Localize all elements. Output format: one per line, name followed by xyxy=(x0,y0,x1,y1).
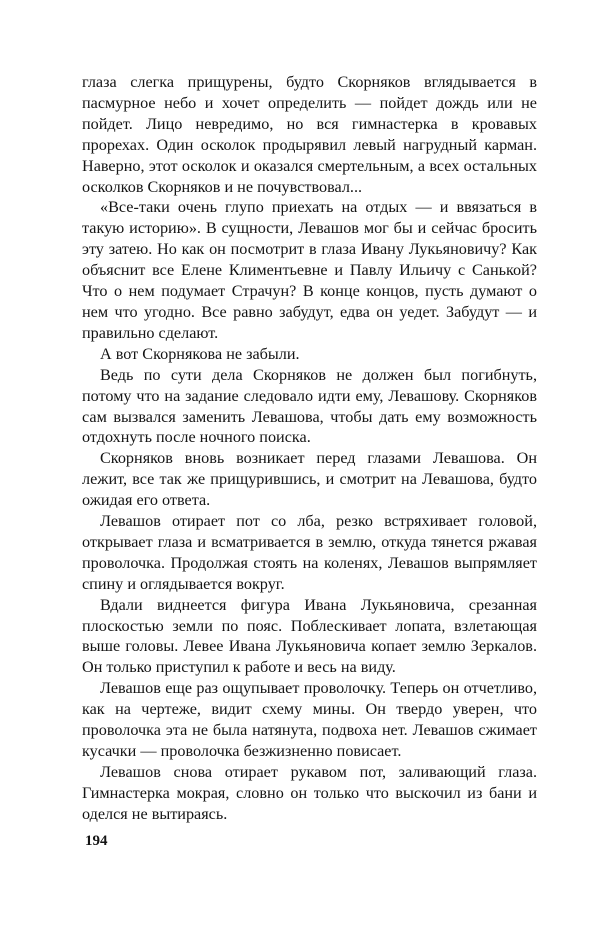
paragraph-8: Левашов еще раз ощупывает проволочку. Теперь он отчетливо, как на чертеже, видит схему мины. Он твердо уверен, что проволочка эта не была натянута, подвохa нет. Левашов сжимает кусачки — проволочка безжизненно повисает. xyxy=(82,679,537,760)
paragraph-4: Ведь по сути дела Скорняков не должен был погибнуть, потому что на задание следовало идти ему, Левашову. Скорняков сам вызвался заменить Левашова, чтобы дать ему возможность отдохнуть после ночного поиска. xyxy=(82,365,537,447)
page-number: 194 xyxy=(85,833,108,849)
paragraph-3: А вот Скорнякова не забыли. xyxy=(100,344,300,363)
paragraph-2: «Все-таки очень глупо приехать на отдых — и ввязаться в такую историю». В сущности, Левашов мог бы и сейчас бросить эту затею. Но как он посмотрит в глаза Ивану Лукьяновичу? Как объяснит все Елене Климентьевне и Павлу Ильичу с Санькой? Что о нем подумает Страчун? В конце концов, пусть думают о нем что угодно. Все равно забудут, едва он уедет. Забудут — и правильно сделают. xyxy=(82,198,537,342)
paragraph-7: Вдали виднеется фигура Ивана Лукьяновича, срезанная плоскостью земли по пояс. Поблескивает лопата, взлетающая выше головы. Левее Ивана Лукьяновича копает землю Зеркалов. Он только приступил к работе и весь на виду. xyxy=(82,595,537,677)
book-page-text xyxy=(82,72,537,825)
paragraph-9: Левашов снова отирает рукавом пот, заливающий глаза. Гимнастерка мокрая, словно он только что выскочил из бани и оделся не вытираясь. xyxy=(82,762,537,823)
paragraph-5: Скорняков вновь возникает перед глазами Левашова. Он лежит, все так же прищурившись, и смотрит на Левашова, будто ожидая его ответа. xyxy=(82,449,537,510)
paragraph-1: глаза слегка прищурены, будто Скорняков вглядывается в пасмурное небо и хочет определить — пойдет дождь или не пойдет. Лицо невредимо, но вся гимнастерка в кровавых прорехах. Один осколок продырявил левый нагрудный карман. Наверно, этот осколок и оказался смертельным, а всех остальных осколков Скорняков и не почувствовал... xyxy=(82,73,537,196)
paragraph-6: Левашов отирает пот со лба, резко встряхивает головой, открывает глаза и всматривается в землю, откуда тянется ржавая проволочка. Продолжая стоять на коленях, Левашов выпрямляет спину и оглядывается вокруг. xyxy=(82,512,537,593)
